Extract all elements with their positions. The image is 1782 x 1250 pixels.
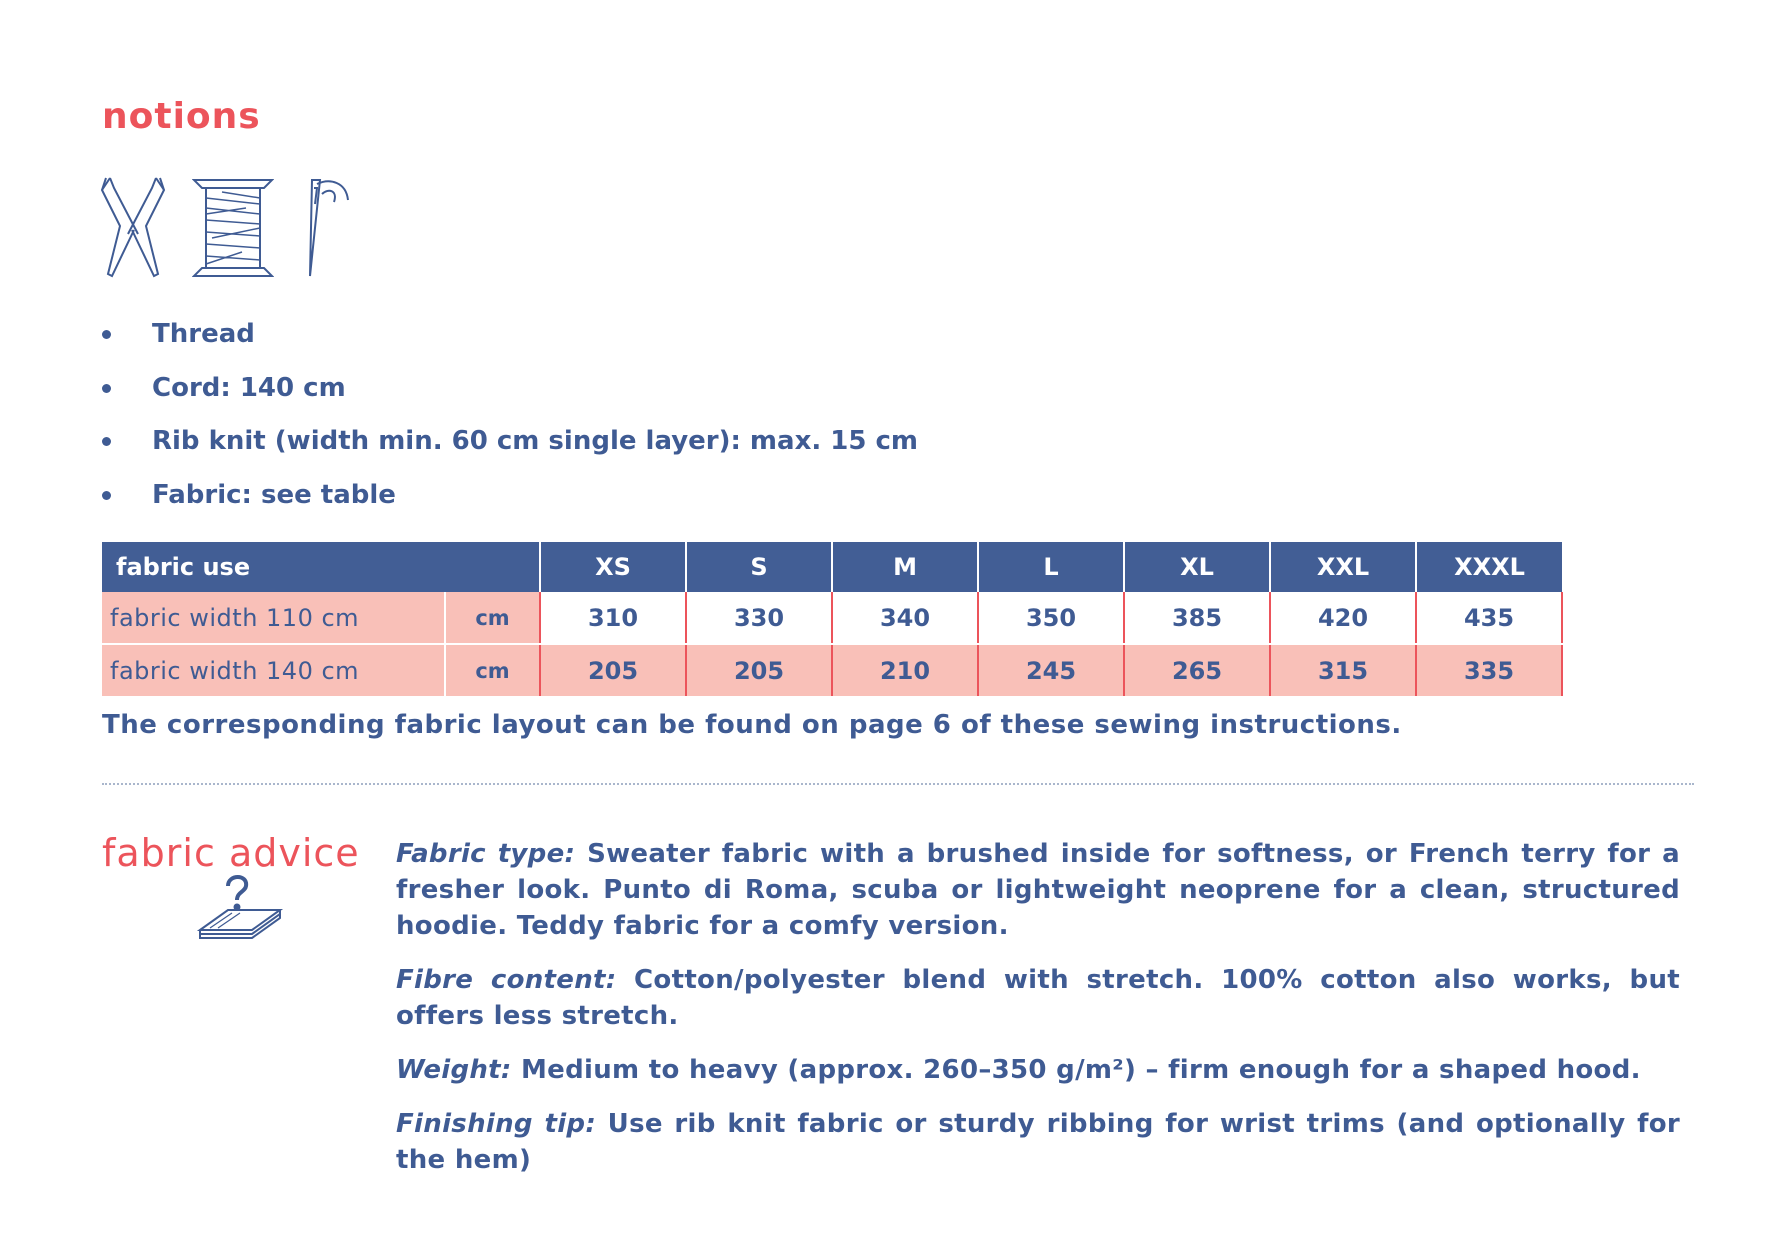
bullet-icon — [102, 384, 111, 393]
notion-item-text: Thread — [152, 319, 255, 349]
advice-body: Cotton/polyester blend with stretch. 100% cotton also works, but offers less stretch. — [396, 965, 1680, 1031]
notions-list — [102, 316, 918, 530]
column-header: L — [978, 542, 1124, 592]
fabric-use-table — [102, 542, 1563, 696]
advice-key: Fabric type: — [396, 839, 576, 869]
fabric-advice-title: fabric advice — [102, 831, 360, 875]
table-cell: 340 — [832, 592, 978, 644]
bullet-icon — [102, 330, 111, 339]
advice-paragraph — [396, 836, 1680, 944]
advice-paragraph — [396, 1106, 1680, 1178]
table-cell: 245 — [978, 644, 1124, 696]
notion-item-text: Fabric: see table — [152, 479, 396, 510]
list-item — [102, 370, 918, 424]
table-header-row — [102, 542, 1562, 592]
scissors-icon — [100, 174, 166, 278]
notions-title: notions — [102, 96, 261, 137]
fabric-question-icon — [196, 872, 284, 942]
column-header: XL — [1124, 542, 1270, 592]
table-cell: 265 — [1124, 644, 1270, 696]
table-cell: 435 — [1416, 592, 1562, 644]
list-item — [102, 316, 918, 370]
table-cell: 330 — [686, 592, 832, 644]
column-header: fabric use — [102, 542, 540, 592]
advice-body: Use rib knit fabric or sturdy ribbing for wrist trims (and optionally for the hem) — [396, 1109, 1680, 1175]
notion-item-text: Rib knit (width min. 60 cm single layer): max. 15 cm — [152, 426, 919, 456]
notion-item-text: Cord: 140 cm — [152, 372, 346, 403]
advice-paragraph — [396, 1052, 1680, 1088]
table-cell: 205 — [686, 644, 832, 696]
advice-paragraph — [396, 962, 1680, 1034]
list-item — [102, 477, 918, 531]
table-cell: 205 — [540, 644, 686, 696]
column-header: XXL — [1270, 542, 1416, 592]
table-cell: 335 — [1416, 644, 1562, 696]
bullet-icon — [102, 491, 111, 500]
advice-body: Medium to heavy (approx. 260–350 g/m²) – firm enough for a shaped hood. — [511, 1055, 1641, 1085]
table-cell: 420 — [1270, 592, 1416, 644]
advice-body: Sweater fabric with a brushed inside for softness, or French terry for a fresher look. Punto di Roma, scuba or lightweight neoprene for a clean, structured hoodie. Teddy fabric for a comfy version. — [396, 839, 1680, 941]
advice-key: Weight: — [396, 1055, 512, 1085]
notions-icons — [100, 174, 352, 278]
needle-icon — [300, 178, 352, 278]
bullet-icon — [102, 437, 111, 446]
section-divider — [102, 783, 1694, 785]
row-unit: cm — [445, 644, 540, 696]
row-label: fabric width 110 cm — [102, 592, 445, 644]
column-header: XXXL — [1416, 542, 1562, 592]
thread-spool-icon — [192, 178, 274, 278]
table-row — [102, 644, 1562, 696]
fabric-layout-note: The corresponding fabric layout can be found on page 6 of these sewing instructions. — [102, 710, 1402, 740]
advice-key: Fibre content: — [396, 965, 617, 995]
row-unit: cm — [445, 592, 540, 644]
list-item — [102, 423, 918, 477]
advice-key: Finishing tip: — [396, 1109, 597, 1139]
table-cell: 210 — [832, 644, 978, 696]
column-header: S — [686, 542, 832, 592]
fabric-advice-text — [396, 836, 1680, 1196]
table-cell: 310 — [540, 592, 686, 644]
table-cell: 315 — [1270, 644, 1416, 696]
column-header: M — [832, 542, 978, 592]
column-header: XS — [540, 542, 686, 592]
table-cell: 385 — [1124, 592, 1270, 644]
table-row — [102, 592, 1562, 644]
table-cell: 350 — [978, 592, 1124, 644]
row-label: fabric width 140 cm — [102, 644, 445, 696]
